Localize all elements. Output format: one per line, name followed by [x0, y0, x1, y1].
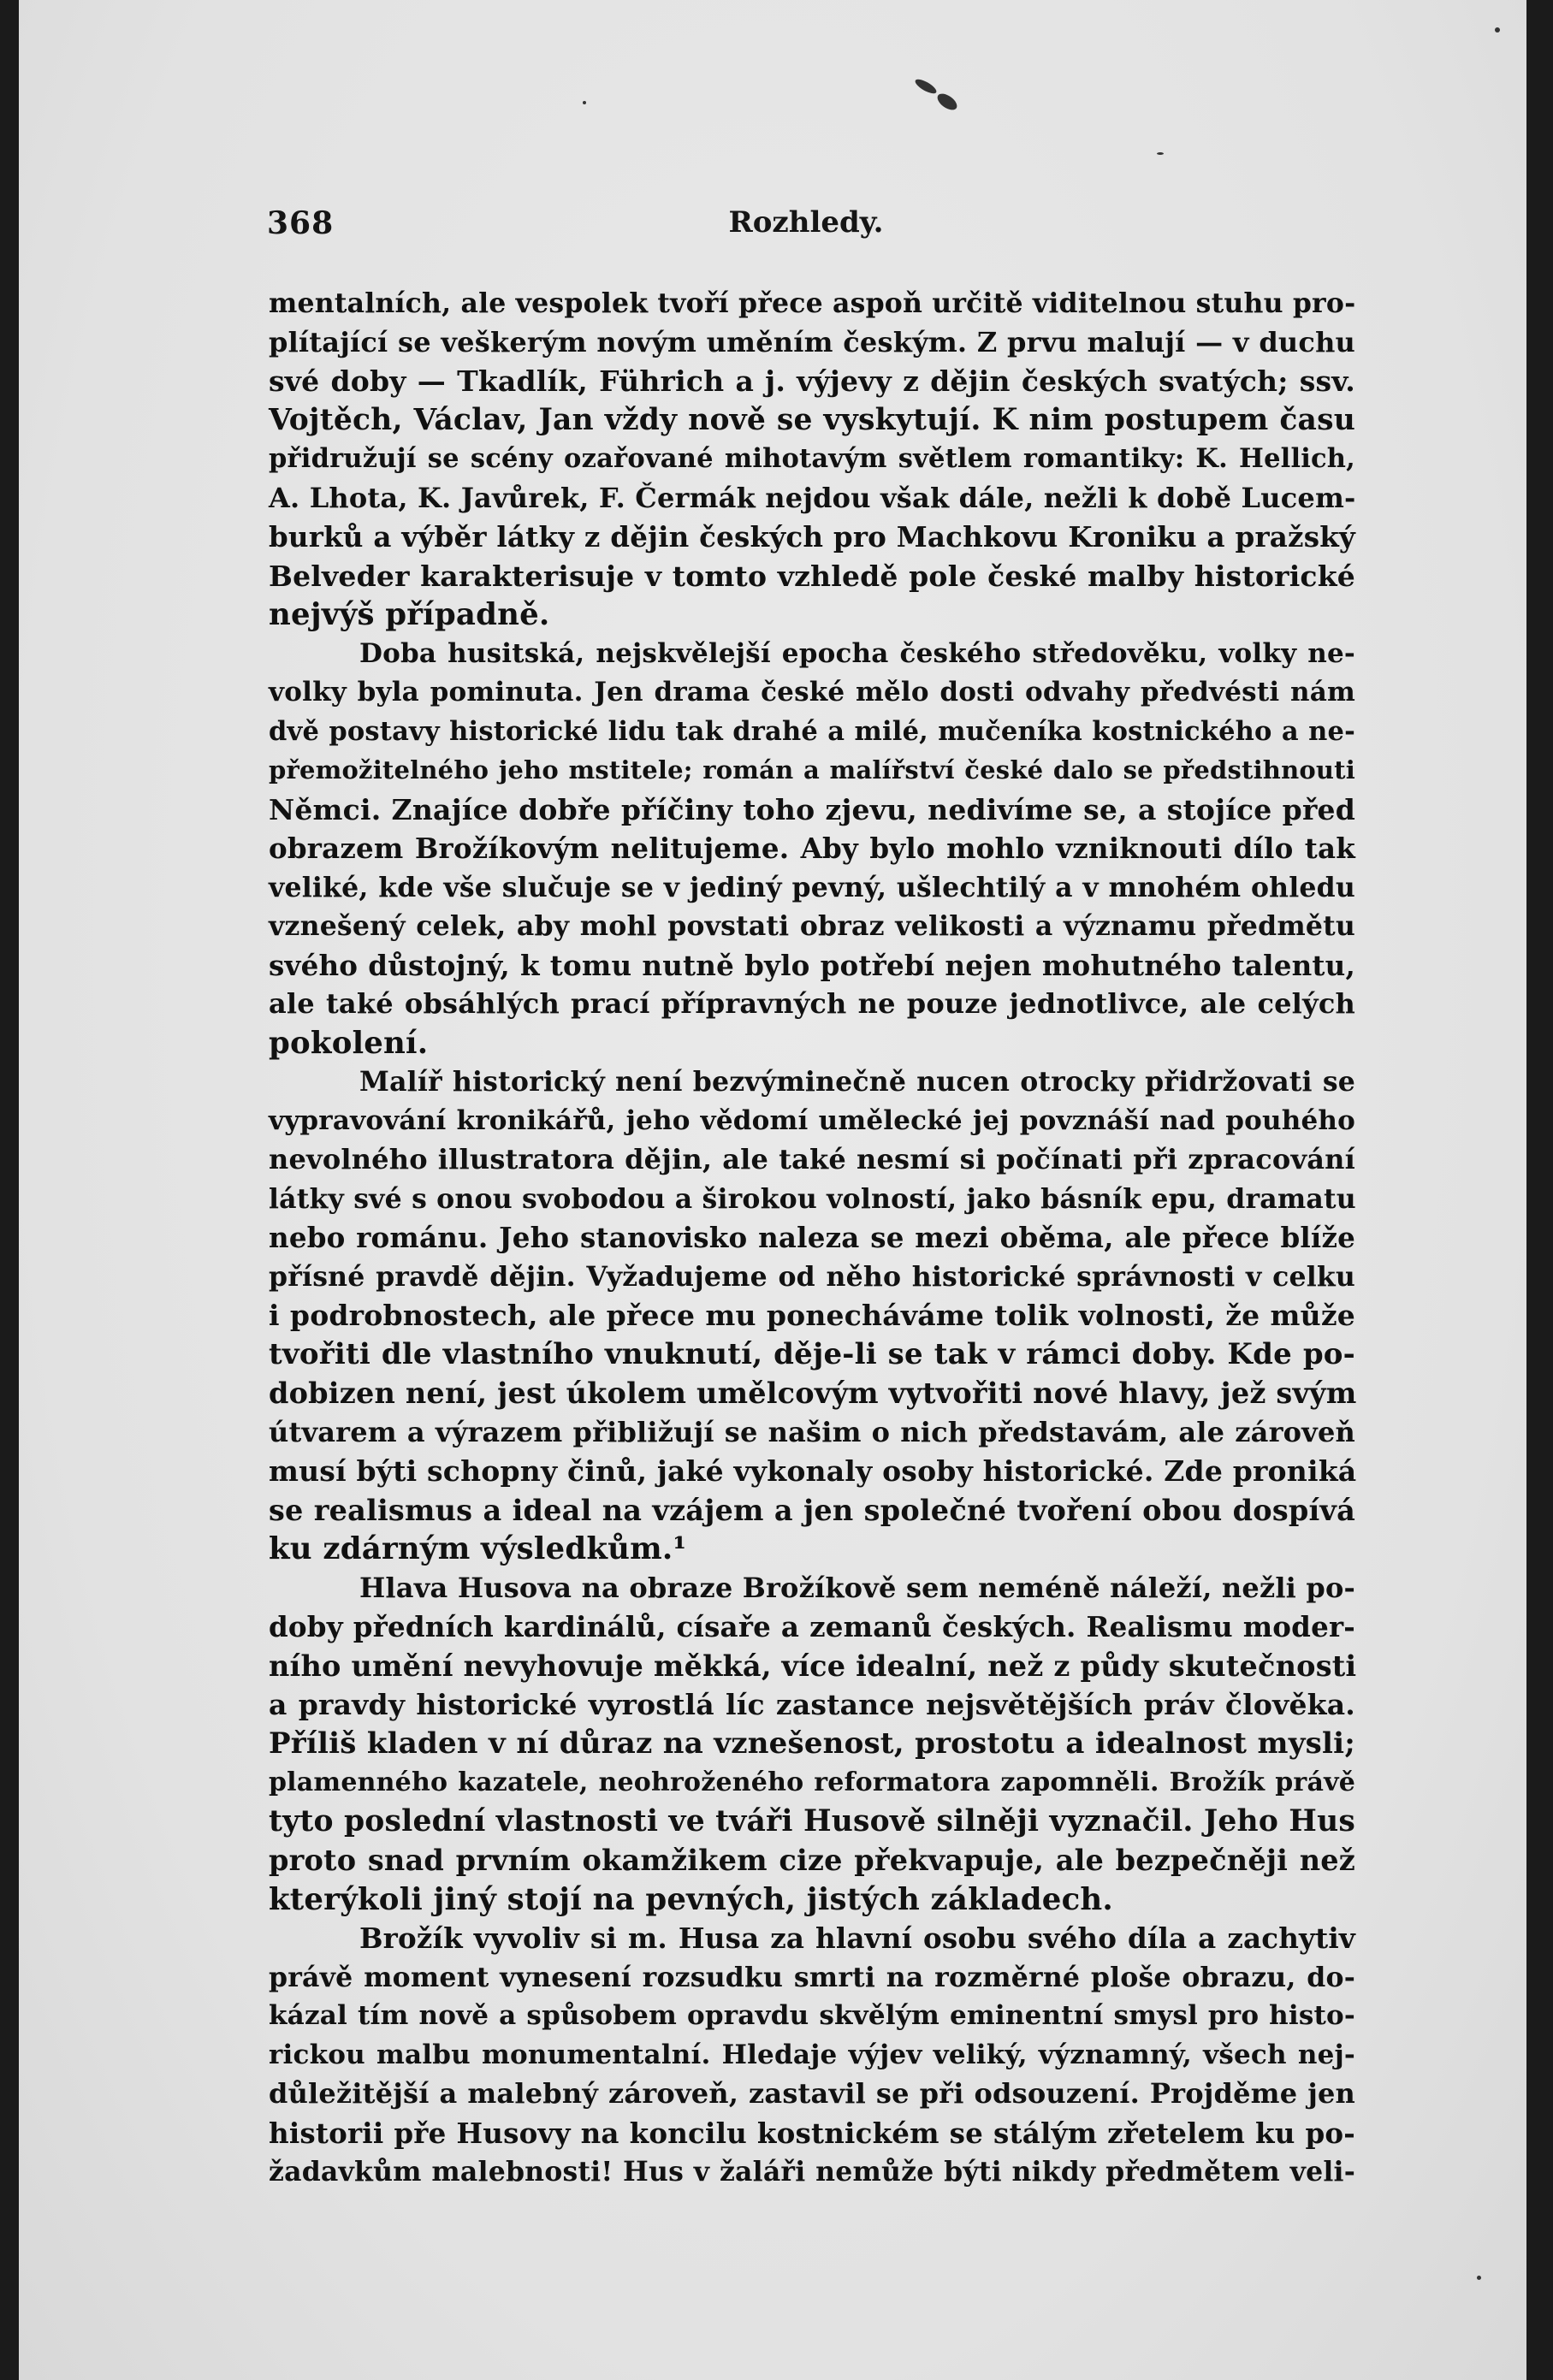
running-title: Rozhledy. — [728, 205, 884, 240]
text-line: právě moment vynesení rozsudku smrti na rozměrné ploše obrazu, do- — [269, 1961, 1355, 1993]
text-line: kterýkoli jiný stojí na pevných, jistých základech. — [269, 1881, 1113, 1917]
text-line: Brožík vyvoliv si m. Husa za hlavní osobu svého díla a zachytiv — [359, 1921, 1355, 1955]
text-line: mentalních, ale vespolek tvoří přece aspoň určitě viditelnou stuhu pro- — [269, 287, 1356, 319]
text-line: nejvýš případně. — [269, 597, 550, 632]
text-line: své doby — Tkadlík, Führich a j. výjevy z dějin českých svatých; ssv. — [269, 364, 1355, 398]
text-line: dvě postavy historické lidu tak drahé a milé, mučeníka kostnického a ne- — [269, 715, 1355, 747]
text-line: svého důstojný, k tomu nutně bylo potřebí nejen mohutného talentu, — [269, 948, 1355, 982]
text-line: nevolného illustratora dějin, ale také nesmí si počínati při zpracování — [269, 1143, 1355, 1175]
text-line: doby předních kardinálů, císaře a zemanů českých. Realismu moder- — [269, 1610, 1355, 1643]
text-line: musí býti schopny činů, jaké vykonaly osoby historické. Zde proniká — [269, 1454, 1357, 1488]
text-line: veliké, kde vše slučuje se v jediný pevný, ušlechtilý a v mnohém ohledu — [269, 871, 1355, 903]
text-line: nebo románu. Jeho stanovisko naleza se mezi oběma, ale přece blíže — [269, 1221, 1355, 1254]
text-line: pokolení. — [269, 1025, 429, 1061]
text-line: se realismus a ideal na vzájem a jen společné tvoření obou dospívá — [269, 1493, 1355, 1527]
text-line: vypravování kronikářů, jeho vědomí umělecké jej povznáší nad pouhého — [269, 1104, 1355, 1136]
text-line: dobizen není, jest úkolem umělcovým vytvořiti nové hlavy, jež svým — [269, 1376, 1357, 1410]
text-line: proto snad prvním okamžikem cize překvapuje, ale bezpečněji než — [269, 1844, 1355, 1877]
text-line: vznešený celek, aby mohl povstati obraz velikosti a významu předmětu — [269, 910, 1355, 942]
article-text — [269, 284, 1355, 2192]
text-line: plamenného kazatele, neohroženého reformatora zapomněli. Brožík právě — [269, 1767, 1355, 1797]
book-page — [19, 0, 1526, 2380]
text-line: A. Lhota, K. Javůrek, F. Čermák nejdou však dále, nežli k době Lucem- — [269, 481, 1356, 514]
text-line: přísné pravdě dějin. Vyžadujeme od něho historické správnosti v celku — [269, 1260, 1355, 1293]
text-line: i podrobnostech, ale přece mu ponecháváme tolik volnosti, že může — [269, 1299, 1355, 1332]
text-line: Hlava Husova na obraze Brožíkově sem neméně náleží, nežli po- — [359, 1571, 1355, 1604]
text-line: Příliš kladen v ní důraz na vznešenost, prostotu a idealnost mysli; — [269, 1726, 1355, 1761]
text-line: přidružují se scény ozařované mihotavým světlem romantiky: K. Hellich, — [269, 443, 1355, 474]
text-line: plítající se veškerým novým uměním českým. Z prvu malují — v duchu — [269, 325, 1355, 358]
text-line: ku zdárným výsledkům.¹ — [269, 1531, 687, 1566]
text-line: historii pře Husovy na koncilu kostnickém se stálým zřetelem ku po- — [269, 2116, 1355, 2150]
text-line: ního umění nevyhovuje měkká, více idealní, než z půdy skutečnosti — [269, 1649, 1357, 1683]
text-line: žadavkům malebnosti! Hus v žaláři nemůže býti nikdy předmětem veli- — [269, 2156, 1355, 2188]
text-line: přemožitelného jeho mstitele; román a malířství české dalo se předstihnouti — [269, 755, 1355, 784]
scan-speck — [1157, 152, 1164, 155]
text-line: Doba husitská, nejskvělejší epocha českého středověku, volky ne- — [359, 637, 1355, 669]
text-line: Vojtěch, Václav, Jan vždy nově se vyskytují. K nim postupem času — [269, 402, 1355, 437]
text-line: volky byla pominuta. Jen drama české mělo dosti odvahy předvésti nám — [269, 677, 1355, 707]
text-line: tvořiti dle vlastního vnuknutí, děje-li se tak v rámci doby. Kde po- — [269, 1336, 1355, 1371]
text-line: látky své s onou svobodou a širokou volností, jako básník epu, dramatu — [269, 1182, 1356, 1215]
page-header — [267, 205, 1345, 248]
text-line: kázal tím nově a spůsobem opravdu skvělým eminentní smysl pro histo- — [269, 2000, 1355, 2031]
text-line: burků a výběr látky z dějin českých pro Machkovu Kroniku a pražský — [269, 520, 1355, 554]
text-line: tyto poslední vlastnosti ve tváři Husově silněji vyznačil. Jeho Hus — [269, 1803, 1355, 1838]
text-line: ale také obsáhlých prací přípravných ne pouze jednotlivce, ale celých — [269, 987, 1355, 1020]
text-line: Belveder karakterisuje v tomto vzhledě pole české malby historické — [269, 559, 1355, 593]
text-line: obrazem Brožíkovým nelitujeme. Aby bylo mohlo vzniknouti dílo tak — [269, 832, 1355, 865]
scan-speck — [1495, 27, 1500, 33]
text-line: a pravdy historické vyrostlá líc zastance nejsvětějších práv člověka. — [269, 1688, 1355, 1721]
text-line: útvarem a výrazem přibližují se našim o nich představám, ale zároveň — [269, 1415, 1355, 1448]
text-line: Němci. Znajíce dobře příčiny toho zjevu, nedivíme se, a stojíce před — [269, 792, 1355, 826]
text-line: důležitější a malebný zároveň, zastavil se při odsouzení. Projděme jen — [269, 2077, 1355, 2110]
text-line: Malíř historický není bezvýminečně nucen otrocky přidržovati se — [359, 1066, 1355, 1098]
text-line: rickou malbu monumentalní. Hledaje výjev veliký, významný, všech nej- — [269, 2039, 1355, 2070]
scan-speck — [934, 91, 959, 113]
scan-speck — [1477, 2276, 1481, 2280]
page-number: 368 — [267, 205, 335, 241]
scan-speck — [913, 77, 938, 97]
scan-speck — [583, 101, 586, 104]
